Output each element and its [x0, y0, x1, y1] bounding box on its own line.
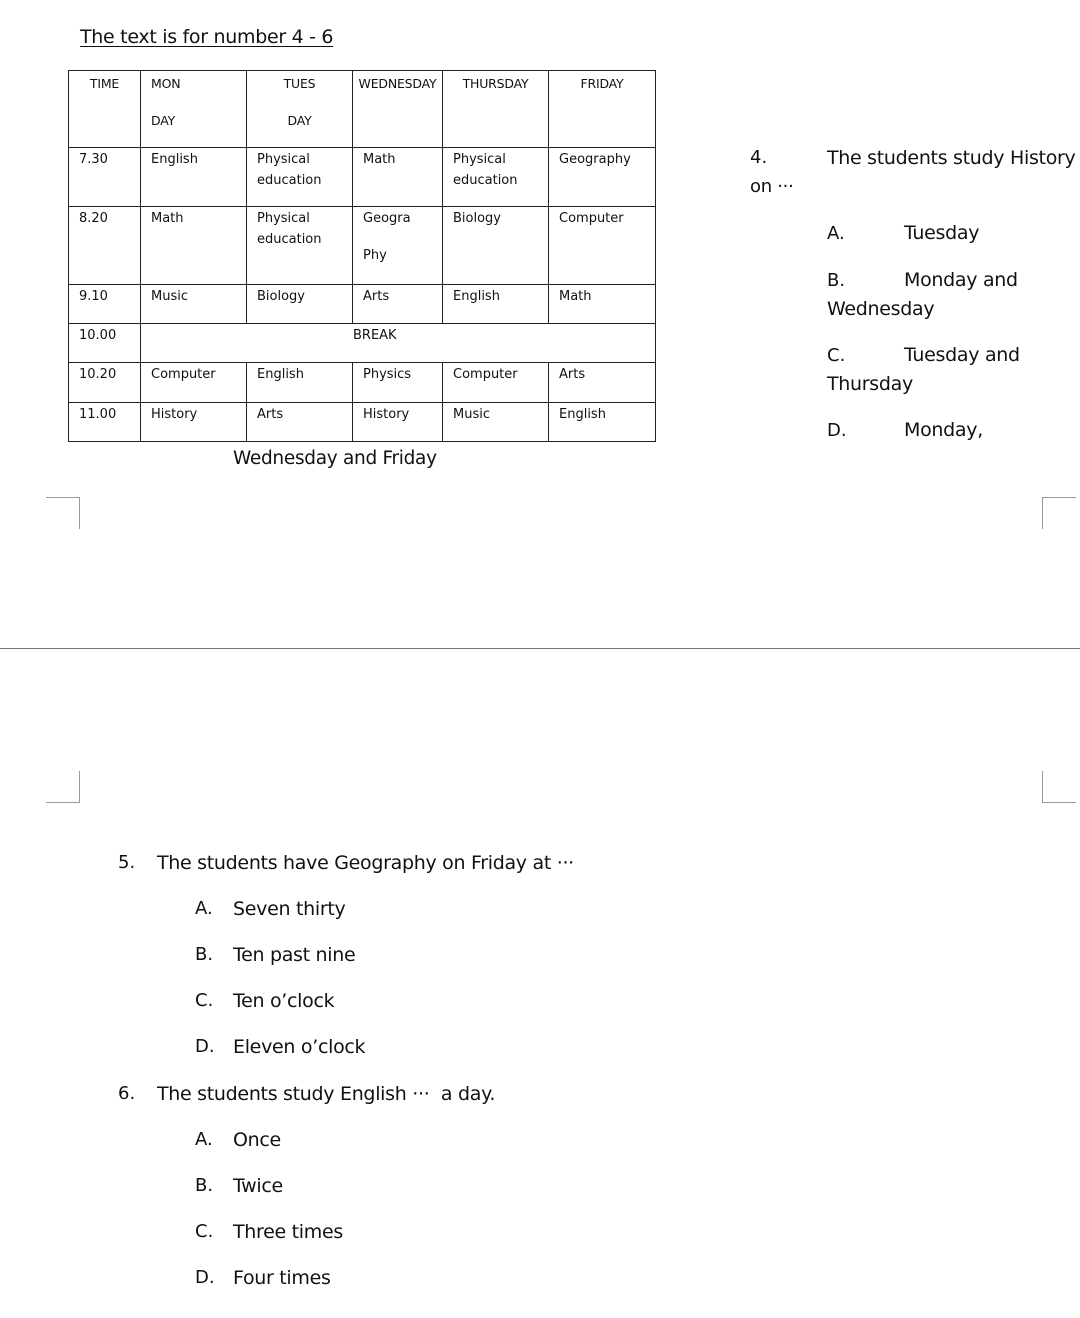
break-label: BREAK	[353, 328, 397, 343]
time-cell: 10.20	[69, 363, 141, 403]
cell: Arts	[353, 285, 443, 324]
cell: Geography	[549, 148, 656, 207]
cell: Arts	[549, 363, 656, 403]
margin-corner-mark	[46, 497, 80, 529]
section-heading: The text is for number 4 - 6	[80, 26, 334, 48]
time-cell: 11.00	[69, 403, 141, 442]
q5-text: The students have Geography on Friday at ···	[157, 852, 574, 874]
table-row	[69, 285, 656, 324]
q5-option-a-letter: A.	[195, 898, 213, 919]
time-cell: 10.00	[69, 324, 141, 363]
table-row-break	[69, 324, 656, 363]
cell: Music	[141, 285, 247, 324]
q6-number: 6.	[118, 1083, 136, 1104]
q4-option-a-text: Tuesday	[904, 222, 980, 244]
cell: Computer	[443, 363, 549, 403]
table-row	[69, 363, 656, 403]
header-tuesday-part1: TUES	[283, 76, 316, 91]
cell: Math	[353, 148, 443, 207]
q6-text: The students study English ··· a day.	[157, 1083, 496, 1105]
header-monday-part2: DAY	[151, 113, 176, 128]
table-header-row	[69, 71, 656, 148]
cell-part2: Phy	[363, 248, 387, 263]
header-tuesday	[247, 71, 353, 148]
cell: History	[141, 403, 247, 442]
q4-option-b-text: Monday and	[904, 269, 1018, 291]
cell: Arts	[247, 403, 353, 442]
margin-corner-mark	[46, 771, 80, 803]
page-break-line	[0, 648, 1080, 649]
cell: English	[549, 403, 656, 442]
cell	[353, 207, 443, 285]
q4-option-b-letter: B.	[827, 270, 846, 291]
cell: Math	[141, 207, 247, 285]
q6-option-c-letter: C.	[195, 1221, 214, 1242]
q4-text-continued: on ···	[750, 176, 794, 197]
q5-option-d-text: Eleven o’clock	[233, 1036, 366, 1058]
q6-option-a-letter: A.	[195, 1129, 213, 1150]
q4-option-c-text-continued: Thursday	[827, 373, 913, 395]
table-row	[69, 207, 656, 285]
q6-option-b-text: Twice	[233, 1175, 283, 1197]
header-thursday: THURSDAY	[443, 71, 549, 148]
table-row	[69, 403, 656, 442]
cell: Math	[549, 285, 656, 324]
cell: Physical education	[247, 207, 353, 285]
cell: Biology	[443, 207, 549, 285]
q5-option-c-letter: C.	[195, 990, 214, 1011]
header-monday	[141, 71, 247, 148]
q4-option-c-text: Tuesday and	[904, 344, 1020, 366]
q5-option-b-letter: B.	[195, 944, 214, 965]
q6-option-c-text: Three times	[233, 1221, 343, 1243]
q5-option-c-text: Ten o’clock	[233, 990, 335, 1012]
cell: Physics	[353, 363, 443, 403]
q6-option-b-letter: B.	[195, 1175, 214, 1196]
cell-part1: Geogra	[363, 211, 411, 226]
break-cell	[141, 324, 656, 363]
schedule-table	[68, 70, 656, 442]
time-cell: 9.10	[69, 285, 141, 324]
q4-text: The students study History	[827, 147, 1076, 169]
cell: English	[247, 363, 353, 403]
header-friday: FRIDAY	[549, 71, 656, 148]
q5-option-d-letter: D.	[195, 1036, 215, 1057]
cell: English	[443, 285, 549, 324]
q4-option-d-text: Monday,	[904, 419, 983, 441]
q6-option-d-letter: D.	[195, 1267, 215, 1288]
cell: Computer	[549, 207, 656, 285]
header-time: TIME	[69, 71, 141, 148]
q4-option-b-text-continued: Wednesday	[827, 298, 935, 320]
table-row	[69, 148, 656, 207]
q4-option-d-letter: D.	[827, 420, 847, 441]
cell: History	[353, 403, 443, 442]
q4-option-a-letter: A.	[827, 223, 845, 244]
header-monday-part1: MON	[151, 76, 181, 91]
q4-option-c-letter: C.	[827, 345, 846, 366]
q5-number: 5.	[118, 852, 136, 873]
cell: Computer	[141, 363, 247, 403]
time-cell: 7.30	[69, 148, 141, 207]
cell: Music	[443, 403, 549, 442]
cell: Physical education	[247, 148, 353, 207]
cell: Physical education	[443, 148, 549, 207]
header-wednesday: WEDNESDAY	[353, 71, 443, 148]
q4-number: 4.	[750, 147, 768, 168]
margin-corner-mark	[1042, 497, 1076, 529]
q5-option-b-text: Ten past nine	[233, 944, 356, 966]
time-cell: 8.20	[69, 207, 141, 285]
cell: English	[141, 148, 247, 207]
header-tuesday-part2: DAY	[287, 113, 312, 128]
cell: Biology	[247, 285, 353, 324]
margin-corner-mark	[1042, 771, 1076, 803]
q4-option-d-continued: Wednesday and Friday	[233, 448, 437, 469]
q6-option-d-text: Four times	[233, 1267, 331, 1289]
q6-option-a-text: Once	[233, 1129, 281, 1151]
q5-option-a-text: Seven thirty	[233, 898, 346, 920]
